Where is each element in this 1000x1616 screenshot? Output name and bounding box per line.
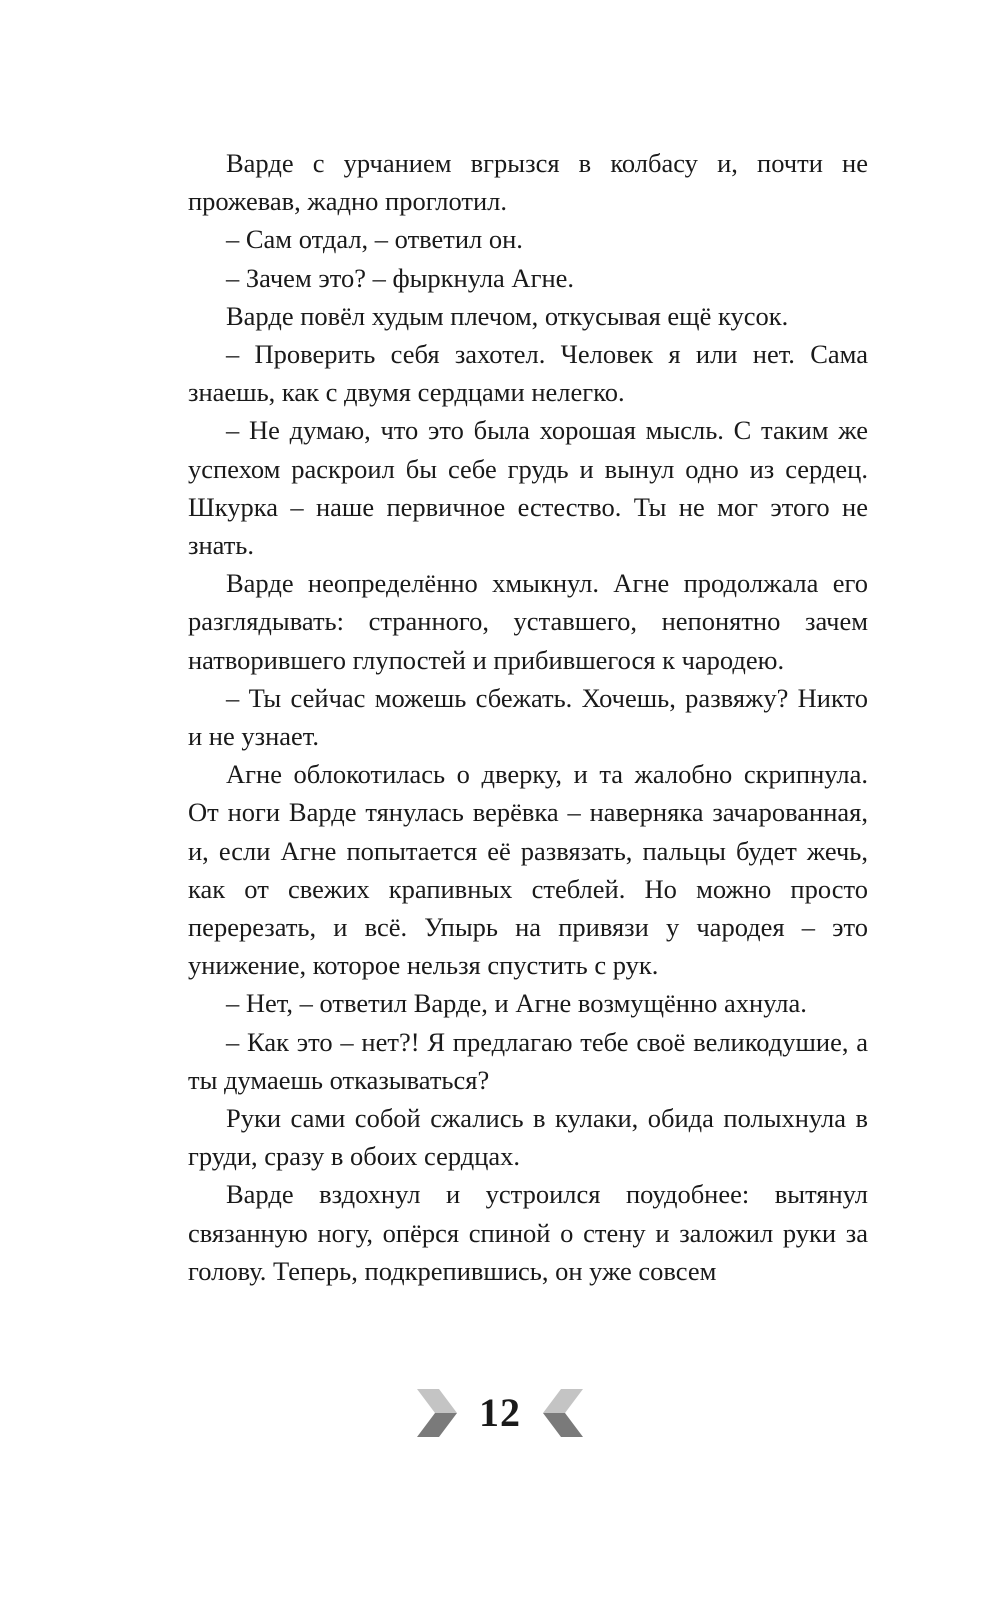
paragraph: Варде вздохнул и устроился поудобнее: вытянул связанную ногу, опёрся спиной о стену и заложил руки за голову. Теперь, подкрепившись, он уже совсем [188, 1179, 868, 1286]
paragraph: – Сам отдал, – ответил он. [226, 224, 523, 255]
paragraph: – Не думаю, что это была хорошая мысль. С таким же успехом раскроил бы себе грудь и вынул одно из сердец. Шкурка – наше первичное естество. Ты не мог этого не знать. [188, 415, 868, 561]
body-text [188, 144, 868, 1290]
paragraph: – Ты сейчас можешь сбежать. Хочешь, развяжу? Никто и не узнает. [188, 682, 868, 752]
page-number: 12 [479, 1390, 521, 1435]
paragraph: – Нет, – ответил Варде, и Агне возмущённо ахнула. [226, 988, 807, 1019]
paragraph: Варде повёл худым плечом, откусывая ещё кусок. [226, 300, 789, 331]
paragraph: Варде неопределённо хмыкнул. Агне продолжала его разглядывать: странного, уставшего, непонятно зачем натворившего глупостей и прибившегося к чародею. [188, 568, 868, 675]
paragraph: Агне облокотилась о дверку, и та жалобно скрипнула. От ноги Варде тянулась верёвка – наверняка зачарованная, и, если Агне попытается её развязать, пальцы будет жечь, как от свежих крапивных стеблей. Но можно просто перерезать, и всё. Упырь на привязи у чародея – это унижение, которое нельзя спустить с рук. [188, 759, 868, 981]
paragraph: Руки сами собой сжались в кулаки, обида полыхнула в груди, сразу в обоих сердцах. [188, 1103, 868, 1172]
chevron-left-icon [543, 1389, 583, 1437]
paragraph: – Проверить себя захотел. Человек я или нет. Сама знаешь, как с двумя сердцами нелегко. [188, 339, 868, 408]
page-footer [0, 1378, 1000, 1448]
paragraph: – Зачем это? – фыркнула Агне. [226, 262, 575, 293]
paragraph: Варде с урчанием вгрызся в колбасу и, почти не прожевав, жадно проглотил. [188, 148, 868, 217]
chevron-right-icon [417, 1389, 457, 1437]
paragraph: – Как это – нет?! Я предлагаю тебе своё великодушие, а ты думаешь отказываться? [188, 1026, 868, 1095]
